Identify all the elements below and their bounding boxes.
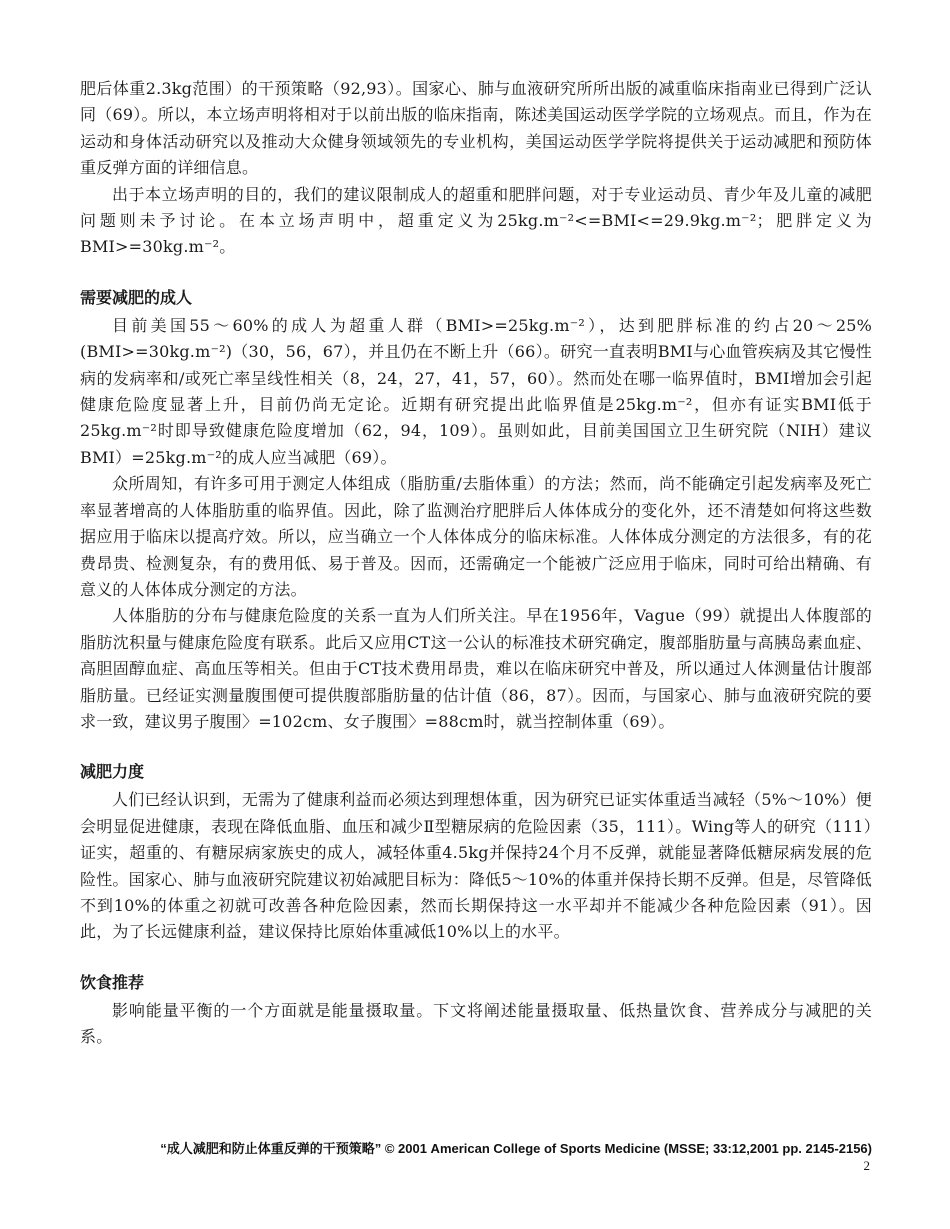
section-heading: 减肥力度 <box>80 762 145 782</box>
intro-paragraph: 出于本立场声明的目的，我们的建议限制成人的超重和肥胖问题，对于专业运动员、青少年及儿童的减肥问题则未予讨论。在本立场声明中，超重定义为25kg.m⁻²<=BMI<=29.9kg.m⁻²；肥胖定义为BMI>=30kg.m⁻²。 <box>80 184 872 257</box>
intro-paragraph: 肥后体重2.3kg范围）的干预策略（92,93）。国家心、肺与血液研究所所出版的减重临床指南业已得到广泛认同（69）。所以，本立场声明将相对于以前出版的临床指南，陈述美国运动医学学院的立场观点。而且，作为在运动和身体活动研究以及推动大众健身领域领先的专业机构，美国运动医学学院将提供关于运动减肥和预防体重反弹方面的详细信息。 <box>80 79 872 178</box>
body-paragraph: 影响能量平衡的一个方面就是能量摄取量。下文将阐述能量摄取量、低热量饮食、营养成分与减肥的关系。 <box>80 1000 872 1047</box>
page-body <box>80 76 872 1051</box>
body-paragraph: 众所周知，有许多可用于测定人体组成（脂肪重/去脂体重）的方法；然而，尚不能确定引起发病率及死亡率显著增高的人体脂肪重的临界值。因此，除了监测治疗肥胖后人体体成分的变化外，还不清楚如何将这些数据应用于临床以提高疗效。所以，应当确立一个人体体成分的临床标准。人体体成分测定的方法很多，有的花费昂贵、检测复杂，有的费用低、易于普及。因而，还需确定一个能被广泛应用于临床，同时可给出精确、有意义的人体体成分测定的方法。 <box>80 474 872 599</box>
section-heading: 饮食推荐 <box>80 972 145 992</box>
page-number: 2 <box>863 1158 870 1173</box>
body-paragraph: 人体脂肪的分布与健康危险度的关系一直为人们所关注。早在1956年，Vague（99）就提出人体腹部的脂肪沈积量与健康危险度有联系。此后又应用CT这一公认的标准技术研究确定，腹部脂肪量与高胰岛素血症、高胆固醇血症、高血压等相关。但由于CT技术费用昂贵，难以在临床研究中普及，所以通过人体测量估计腹部脂肪量。已经证实测量腹围便可提供腹部脂肪量的估计值（86，87）。因而，与国家心、肺与血液研究院的要求一致，建议男子腹围〉=102cm、女子腹围〉=88cm时，就当控制体重（69）。 <box>80 606 872 731</box>
section-heading: 需要减肥的成人 <box>80 287 193 307</box>
body-paragraph: 目前美国55～60%的成人为超重人群（BMI>=25kg.m⁻²），达到肥胖标准的约占20～25%(BMI>=30kg.m⁻²)（30，56，67），并且仍在不断上升（66）。研究一直表明BMI与心血管疾病及其它慢性病的发病率和/或死亡率呈线性相关（8，24，27，41，57，60）。然而处在哪一临界值时，BMI增加会引起健康危险度显著上升，目前仍尚无定论。近期有研究提出此临界值是25kg.m⁻²，但亦有证实BMI低于25kg.m⁻²时即导致健康危险度增加（62，94，109）。虽则如此，目前美国国立卫生研究院（NIH）建议BMI）=25kg.m⁻²的成人应当减肥（69）。 <box>80 315 872 467</box>
body-paragraph: 人们已经认识到，无需为了健康利益而必须达到理想体重，因为研究已证实体重适当减轻（5%～10%）便会明显促进健康，表现在降低血脂、血压和减少Ⅱ型糖尿病的危险因素（35，111）。Wing等人的研究（111）证实，超重的、有糖尿病家族史的成人，减轻体重4.5kg并保持24个月不反弹，就能显著降低糖尿病发展的危险性。国家心、肺与血液研究院建议初始减肥目标为：降低5～10%的体重并保持长期不反弹。但是，尽管降低不到10%的体重之初就可改善各种危险因素，然而长期保持这一水平却并不能减少各种危险因素（91）。因此，为了长远健康利益，建议保持比原始体重减低10%以上的水平。 <box>80 790 872 942</box>
footer-citation: “成人减肥和防止体重反弹的干预策略” © 2001 American College of Sports Medicine (MSSE; 33:12,2001 pp. 2145-2156) <box>160 1141 872 1156</box>
